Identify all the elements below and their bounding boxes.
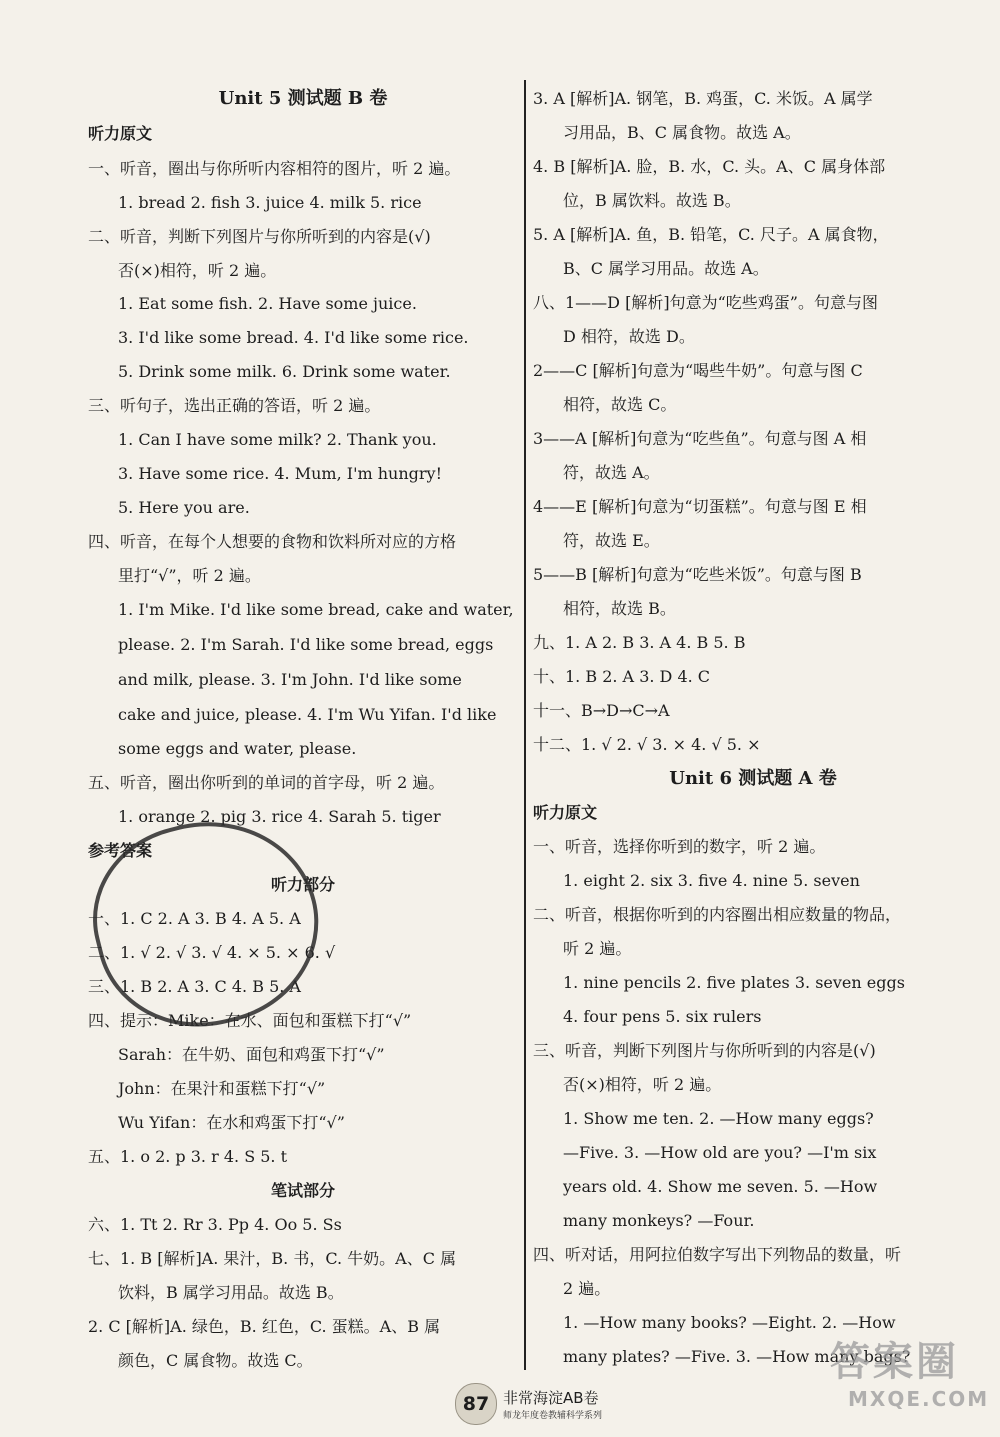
text-line: please. 2. I'm Sarah. I'd like some bread, eggs (118, 635, 494, 654)
text-line: 1. bread 2. fish 3. juice 4. milk 5. rice (118, 193, 422, 212)
answer-line: 九、1. A 2. B 3. A 4. B 5. B (533, 633, 746, 652)
answer-line: 2——C [解析]句意为“喝些牛奶”。句意与图 C (533, 361, 863, 380)
section-heading: 二、听音，判断下列图片与你所听到的内容是(√) (88, 227, 431, 246)
answer-line: 四、提示：Mike：在水、面包和蛋糕下打“√” (88, 1011, 412, 1030)
answer-line: 颜色，C 属食物。故选 C。 (118, 1351, 313, 1370)
answer-line: 二、1. √ 2. √ 3. √ 4. × 5. × 6. √ (88, 943, 336, 962)
answer-line: 十二、1. √ 2. √ 3. × 4. √ 5. × (533, 735, 761, 754)
answer-line: 十一、B→D→C→A (533, 701, 670, 720)
section-label: 听力原文 (88, 124, 153, 143)
text-line: 1. nine pencils 2. five plates 3. seven eggs (563, 973, 905, 992)
text-line: years old. 4. Show me seven. 5. —How (563, 1177, 878, 1196)
text-line: 3. I'd like some bread. 4. I'd like some rice. (118, 328, 469, 347)
section-heading: 二、听音，根据你听到的内容圈出相应数量的物品， (533, 905, 902, 924)
footer-brand: 非常海淀AB卷 (503, 1389, 599, 1407)
answer-line: B、C 属学习用品。故选 A。 (563, 259, 769, 278)
page-title: Unit 6 测试题 A 卷 (669, 768, 837, 789)
footer-text (503, 1387, 602, 1421)
text-line: 1. Can I have some milk? 2. Thank you. (118, 430, 437, 449)
text-line: 1. Eat some fish. 2. Have some juice. (118, 294, 417, 313)
answer-line: 4——E [解析]句意为“切蛋糕”。句意与图 E 相 (533, 497, 867, 516)
text-line: 5. Drink some milk. 6. Drink some water. (118, 362, 451, 381)
answer-line: Sarah：在牛奶、面包和鸡蛋下打“√” (118, 1045, 385, 1064)
answer-line: 3. A [解析]A. 钢笔，B. 鸡蛋，C. 米饭。A 属学 (533, 89, 873, 108)
answer-line: 五、1. o 2. p 3. r 4. S 5. t (88, 1147, 288, 1166)
section-heading: 四、听音，在每个人想要的食物和饮料所对应的方格 (88, 532, 457, 551)
section-heading: 五、听音，圈出你听到的单词的首字母，听 2 遍。 (88, 773, 445, 792)
footer-series: 师龙年度卷教辅科学系列 (503, 1411, 603, 1421)
answer-line: 八、1——D [解析]句意为“吃些鸡蛋”。句意与图 (533, 293, 878, 312)
answer-line: D 相符，故选 D。 (563, 327, 695, 346)
section-heading: 一、听音，圈出与你所听内容相符的图片，听 2 遍。 (88, 159, 461, 178)
watermark-main: 答案圈 (830, 1339, 959, 1385)
answer-line: 相符，故选 B。 (563, 599, 676, 618)
answer-line: 十、1. B 2. A 3. D 4. C (533, 667, 711, 686)
section-heading: 2 遍。 (563, 1279, 611, 1298)
page-number: 87 (455, 1383, 497, 1425)
section-heading: 否(×)相符，听 2 遍。 (118, 261, 277, 280)
text-line: and milk, please. 3. I'm John. I'd like some (118, 670, 462, 689)
text-line: —Five. 3. —How old are you? —I'm six (563, 1143, 877, 1162)
text-line: 1. —How many books? —Eight. 2. —How (563, 1313, 896, 1332)
answer-line: John：在果汁和蛋糕下打“√” (118, 1079, 326, 1098)
answer-line: 一、1. C 2. A 3. B 4. A 5. A (88, 909, 301, 928)
section-heading: 里打“√”，听 2 遍。 (118, 566, 261, 585)
text-line: many plates? —Five. 3. —How many bags? (563, 1347, 911, 1366)
section-heading: 四、听对话，用阿拉伯数字写出下列物品的数量，听 (533, 1245, 902, 1264)
text-line: 1. I'm Mike. I'd like some bread, cake and water, (118, 600, 514, 619)
answer-line: 饮料，B 属学习用品。故选 B。 (118, 1283, 344, 1302)
answer-line: 习用品，B、C 属食物。故选 A。 (563, 123, 801, 142)
answer-line: Wu Yifan：在水和鸡蛋下打“√” (118, 1113, 345, 1132)
answer-line: 相符，故选 C。 (563, 395, 677, 414)
answer-line: 4. B [解析]A. 脸，B. 水，C. 头。A、C 属身体部 (533, 157, 886, 176)
text-line: 3. Have some rice. 4. Mum, I'm hungry! (118, 464, 443, 483)
section-heading: 否(×)相符，听 2 遍。 (563, 1075, 722, 1094)
answer-line: 5. A [解析]A. 鱼，B. 铅笔，C. 尺子。A 属食物， (533, 225, 889, 244)
answer-line: 2. C [解析]A. 绿色，B. 红色，C. 蛋糕。A、B 属 (88, 1317, 441, 1336)
page-title: Unit 5 测试题 B 卷 (218, 88, 388, 109)
text-line: 5. Here you are. (118, 498, 250, 517)
answer-line: 七、1. B [解析]A. 果汁，B. 书，C. 牛奶。A、C 属 (88, 1249, 457, 1268)
section-heading: 三、听音，判断下列图片与你所听到的内容是(√) (533, 1041, 876, 1060)
section-label: 听力原文 (533, 803, 598, 822)
section-heading: 听 2 遍。 (563, 939, 632, 958)
section-heading: 一、听音，选择你听到的数字，听 2 遍。 (533, 837, 826, 856)
section-heading: 三、听句子，选出正确的答语，听 2 遍。 (88, 396, 381, 415)
text-line: 1. eight 2. six 3. five 4. nine 5. seven (563, 871, 860, 890)
page-footer (455, 1380, 602, 1428)
text-line: 1. Show me ten. 2. —How many eggs? (563, 1109, 874, 1128)
answer-line: 三、1. B 2. A 3. C 4. B 5. A (88, 977, 301, 996)
answer-line: 符，故选 A。 (563, 463, 660, 482)
answers-label: 参考答案 (88, 841, 153, 860)
text-line: many monkeys? —Four. (563, 1211, 755, 1230)
answer-line: 六、1. Tt 2. Rr 3. Pp 4. Oo 5. Ss (88, 1215, 342, 1234)
answer-line: 5——B [解析]句意为“吃些米饭”。句意与图 B (533, 565, 862, 584)
subsection-title: 听力部分 (270, 875, 335, 894)
answer-line: 位，B 属饮料。故选 B。 (563, 191, 741, 210)
text-line: cake and juice, please. 4. I'm Wu Yifan. I'd like (118, 705, 497, 724)
text-line: 4. four pens 5. six rulers (563, 1007, 762, 1026)
text-line: some eggs and water, please. (118, 739, 357, 758)
subsection-title: 笔试部分 (270, 1181, 335, 1200)
text-line: 1. orange 2. pig 3. rice 4. Sarah 5. tiger (118, 807, 441, 826)
answer-line: 3——A [解析]句意为“吃些鱼”。句意与图 A 相 (533, 429, 867, 448)
answer-line: 符，故选 E。 (563, 531, 660, 550)
watermark-logo (830, 1330, 990, 1430)
watermark-sub: MXQE.COM (848, 1387, 990, 1411)
column-divider (524, 80, 526, 1370)
